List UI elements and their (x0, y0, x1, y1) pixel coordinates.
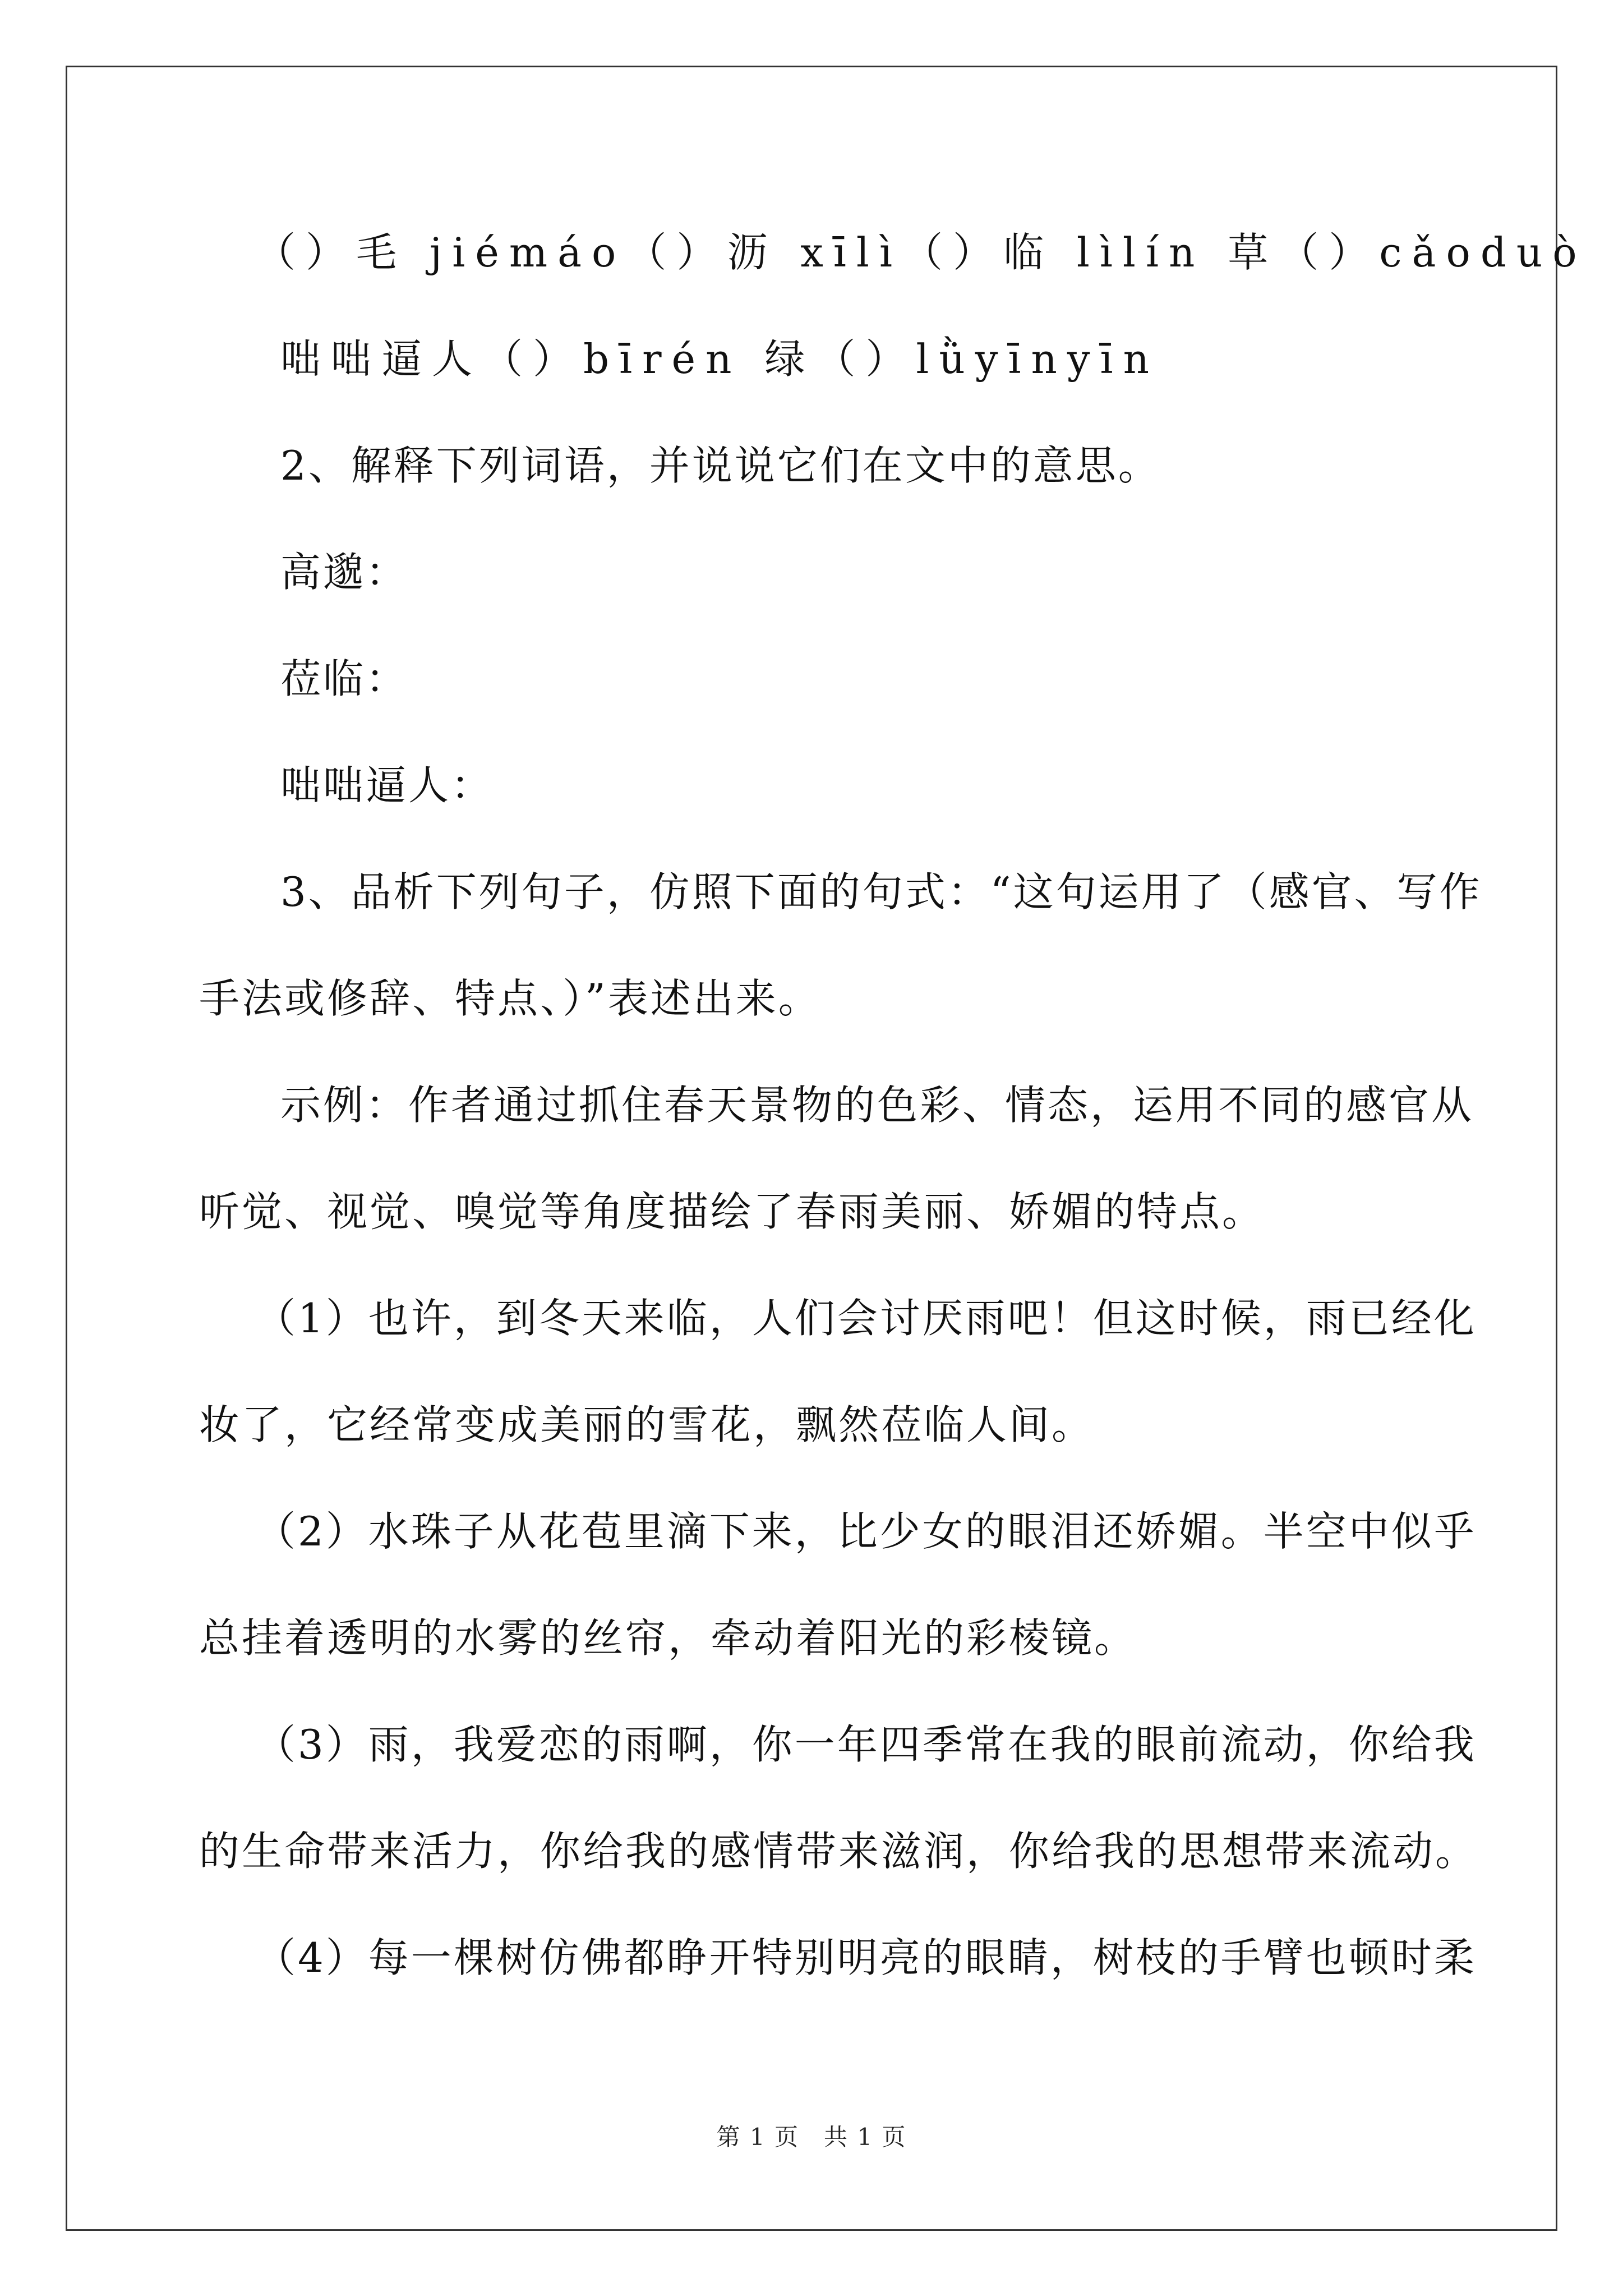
term-gaomiao: 高邈： (280, 549, 409, 596)
sentence-3: （3）雨，我爱恋的雨啊，你一年四季常在我的眼前流动，你给我 (255, 1721, 1477, 1768)
question-3-heading: 3、品析下列句子，仿照下面的句式：“这句运用了（感官、写作 (280, 868, 1482, 915)
example-paragraph: 示例：作者通过抓住春天景物的色彩、情态，运用不同的感官从 (280, 1082, 1474, 1129)
page-border (66, 66, 1557, 2231)
term-duoduobiren: 咄咄逼人： (280, 762, 494, 809)
sentence-3-continuation: 的生命带来活力，你给我的感情带来滋润，你给我的思想带来流动。 (199, 1828, 1478, 1875)
sentence-2-continuation: 总挂着透明的水雾的丝帘，牵动着阳光的彩棱镜。 (199, 1614, 1137, 1662)
question-3-continuation: 手法或修辞、特点、）”表述出来。 (199, 975, 821, 1022)
question-2-heading: 2、解释下列词语，并说说它们在文中的意思。 (280, 442, 1161, 489)
pinyin-line-1: （）毛 jiémáo（）沥 xīlì（）临 lìlín 草（）cǎoduò (255, 229, 1587, 276)
sentence-1: （1）也许，到冬天来临，人们会讨厌雨吧！但这时候，雨已经化 (255, 1295, 1477, 1342)
sentence-1-continuation: 妆了，它经常变成美丽的雪花，飘然莅临人间。 (199, 1401, 1095, 1448)
example-continuation: 听觉、视觉、嗅觉等角度描绘了春雨美丽、娇媚的特点。 (199, 1188, 1265, 1235)
pinyin-line-2: 咄咄逼人（）bīrén 绿（）lǜyīnyīn (280, 335, 1159, 383)
term-lilin: 莅临： (280, 655, 409, 702)
sentence-4: （4）每一棵树仿佛都睁开特别明亮的眼睛，树枝的手臂也顿时柔 (255, 1934, 1477, 1981)
sentence-2: （2）水珠子从花苞里滴下来，比少女的眼泪还娇媚。半空中似乎 (255, 1508, 1477, 1555)
page-number-footer: 第 1 页 共 1 页 (716, 2123, 907, 2151)
